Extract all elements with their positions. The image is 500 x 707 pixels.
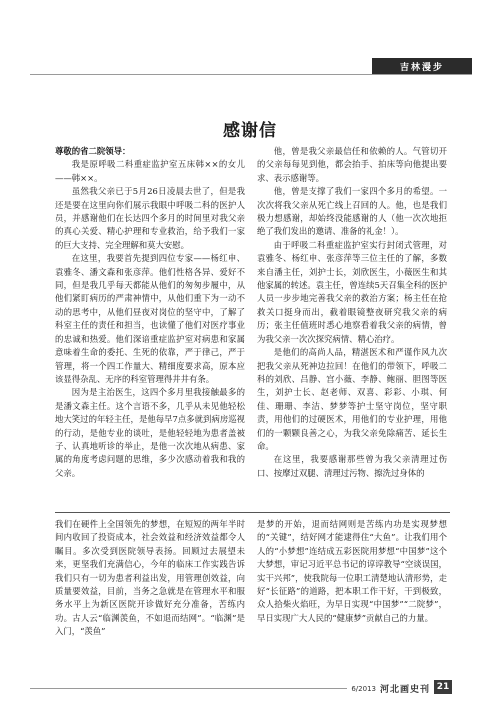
article-title: 感谢信 (223, 121, 277, 141)
issue-number: 6/2013 (351, 684, 376, 693)
article-column-left (55, 145, 245, 505)
paragraph: 是梦的开始，退而结网则是苦练内功是实现梦想的“关键”，结好网才能逮得住“大鱼”。让我们用个人的“小梦想”连结成五彩医院用梦想“中国梦”这个大梦想，审记习近平总书记的谆谆教导“空谈误国，实干兴邦”，使我院每一位职工清楚地认清形势，走好“长征路”的道路，把本职工作干好，干到极致，众人拾柴火焰旺，为早日实现“中国梦”“二院梦”，早日实现广大人民的“健康梦”贡献自己的力量。 (257, 519, 447, 623)
paragraph: 我是原呼吸二科重症监护室五床韩××的女儿——韩××。 (55, 159, 245, 183)
paragraph: 由于呼吸二科重症监护室实行封闭式管理，对袁雅冬、杨红申、张彦萍等三位主任的了解，多数来自潘主任，刘护士长，刘欣医生，小薇医生和其他家属的转述。袁主任，曾连续5天召集全科的医护人员一步步地完善我父亲的救治方案；杨主任在抢救关口挺身而出，截着眼镜整夜研究我父亲的病历；张主任值班时悉心地察看着我父亲的病情，曾为我父亲一次次探究病情、精心治疗。 (257, 239, 447, 344)
paragraph: 他，曾是支撑了我们一家四个多月的希望。一次次将我父亲从死亡线上召回的人。他，也是我们极力想感谢，却始终没能感谢的人（他一次次地拒绝了我们发出的邀请、准备的礼金！）。 (257, 186, 447, 237)
page-number: 21 (434, 680, 452, 694)
section-tag: 吉林漫步 (372, 58, 472, 74)
section-divider (55, 512, 450, 513)
prev-article-column-right (257, 518, 447, 668)
header-rule (30, 74, 472, 75)
paragraph: 在这里，我要感谢那些曾为我父亲清理过伤口、按摩过双腿、清理过污物、擦洗过身体的 (257, 454, 447, 478)
magazine-name: 河北画史刊 (379, 685, 430, 695)
prev-article-column-left (55, 518, 245, 668)
paragraph: 他，曾是我父亲最信任和依赖的人。气管切开的父亲每每见到他，都会抬手、拍床等向他提出要求、表示感谢等。 (257, 146, 447, 183)
article-column-right (257, 145, 447, 505)
paragraph: 虽然我父亲已于5月26日凌晨去世了，但是我还是要在这里向你们展示我眼中呼吸二科的医护人员，并感谢他们在长达四个多月的时间里对我父亲的真心关爱、精心护理和专业救治，给予我们一家的巨大支持、完全理解和莫大安慰。 (55, 186, 245, 250)
paragraph: 因为是主治医生，这四个多月里我接触最多的是潘文森主任。这个言语不多，几乎从未见他轻松地大笑过的年轻主任，是他每早7点多就到病房巡视的行动，是他专业的谈吐，是他轻轻地为患者盖被子、认真地听诊的举止，是他一次次地从病患、家属的角度考虑问题的思维，多少次感动着我和我的父亲。 (55, 387, 245, 478)
salutation: 尊敬的省二院领导： (55, 146, 131, 156)
paragraph: 我们在硬件上全国领先的梦想，在短短的两年半时间内收回了投资成本，社会效益和经济效益都令人瞩目。多次受到医院领导表扬。回顾过去展望未来，更坚我们充满信心，今年的临床工作实践告诉我们只有一切为患者利益出发，用管理创效益，向质量要效益，目前，当务之急就是在管理水平和服务水平上为新区医院开诊做好充分准备，苦练内功。古人云“临渊羡鱼，不如退而结网”。“临渊”是入门，“羡鱼” (55, 519, 245, 637)
paragraph: 在这里，我要首先提到四位专家——杨红申、袁雅冬、潘文森和张彦萍。他们性格各异、爱好不同，但是我几乎每天都能从他们的匆匆步履中，从他们紧盯病历的严肃神情中，从他们重下为一动不动的思考中，从他们昼夜对岗位的坚守中，了解了科室主任的责任和担当，也读懂了他们对医疗事业的忠诚和热爱。他们深谙重症监护室对病患和家属意味着生命的委托、生死的依靠，严于律己，严于管理，将一个四工作量大、精细度要求高，原本应该显得杂乱、无序的科室管理得井井有条。 (55, 253, 245, 384)
footer-issue (347, 682, 430, 695)
paragraph: 是他们的高尚人品，精湛医术和严谨作风九次把我父亲从死神边拉回！在他们的带领下，呼吸二科的刘欣、吕静、宫小薇、李静、鲍丽、胆图等医生，刘护士长、赵老师、双喜、彩彩、小琪、何佳、珊珊、李洁、梦梦等护士坚守岗位，坚守职责，用他们的过硬医术，用他们的专业护理，用他们的一颗颗良善之心，为我父亲免除痛苦、延长生命。 (257, 347, 447, 451)
